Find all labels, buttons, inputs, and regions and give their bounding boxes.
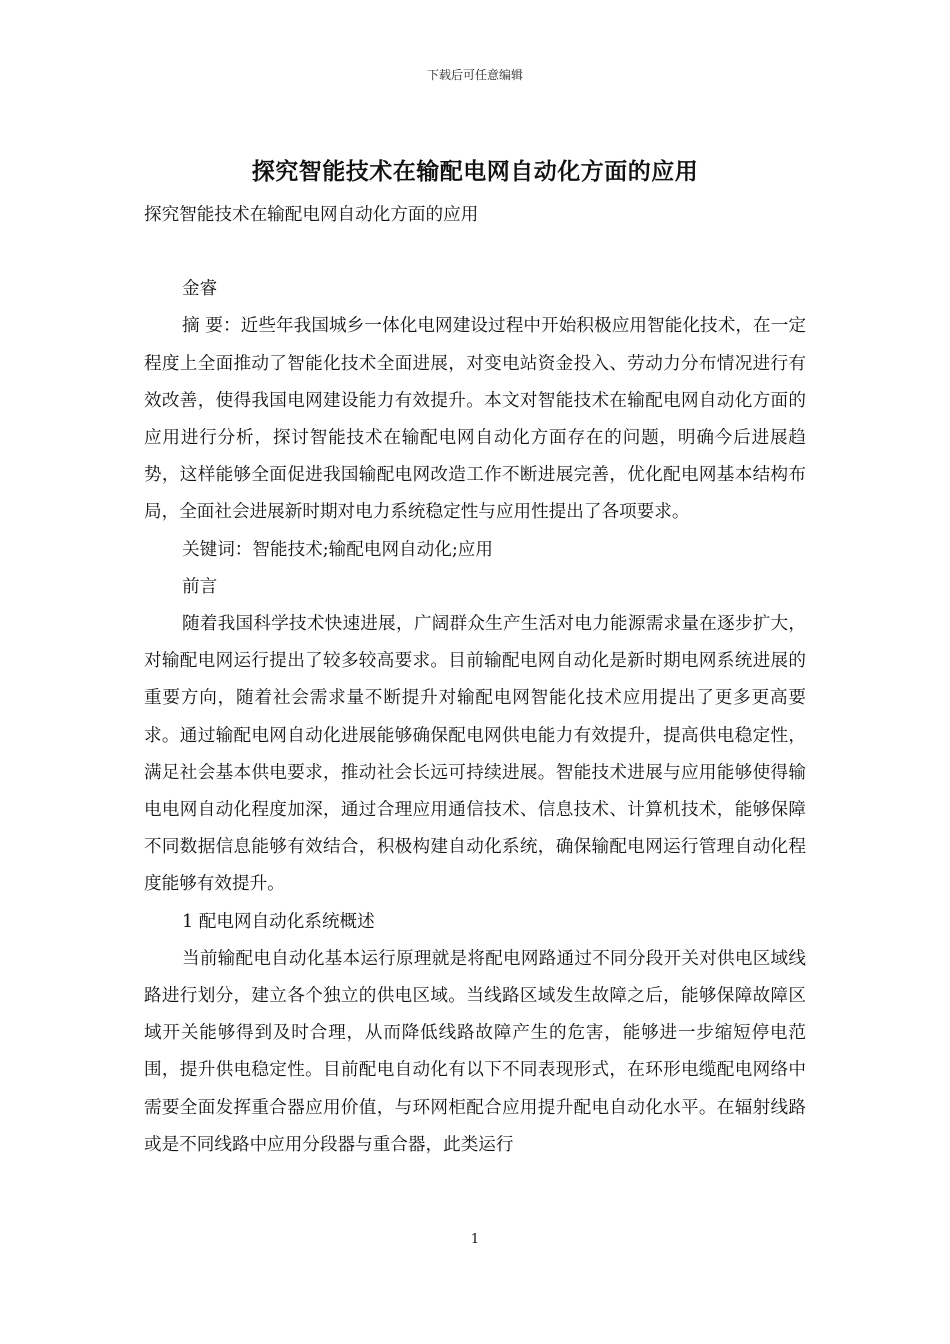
abstract-paragraph: 摘 要：近些年我国城乡一体化电网建设过程中开始积极应用智能化技术，在一定程度上全面推动了智能化技术全面进展，对变电站资金投入、劳动力分布情况进行有效改善，使得我国电网建设能力有效提升。本文对智能技术在输配电网自动化方面的应用进行分析，探讨智能技术在输配电网自动化方面存在的问题，明确今后进展趋势，这样能够全面促进我国输配电网改造工作不断进展完善，优化配电网基本结构布局，全面社会进展新时期对电力系统稳定性与应用性提出了各项要求。: [144, 316, 806, 523]
section-1-paragraph: 当前输配电自动化基本运行原理就是将配电网路通过不同分段开关对供电区域线路进行划分，建立各个独立的供电区域。当线路区域发生故障之后，能够保障故障区域开关能够得到及时合理，从而降低线路故障产生的危害，能够进一步缩短停电范围，提升供电稳定性。目前配电自动化有以下不同表现形式，在环形电缆配电网络中需要全面发挥重合器应用价值，与环网柜配合应用提升配电自动化水平。在辐射线路或是不同线路中应用分段器与重合器，此类运行: [144, 948, 806, 1155]
header-note: 下载后可任意编辑: [426, 68, 523, 82]
page-number: 1: [470, 1232, 480, 1247]
document-body: [144, 197, 806, 1164]
preface-heading: 前言: [182, 576, 218, 597]
document-subtitle: 探究智能技术在输配电网自动化方面的应用: [144, 205, 479, 225]
blank-line: [144, 234, 806, 271]
author-name: 金睿: [182, 279, 218, 300]
preface-paragraph: 随着我国科学技术快速进展，广阔群众生产生活对电力能源需求量在逐步扩大，对输配电网运行提出了较多较高要求。目前输配电网自动化是新时期电网系统进展的重要方向，随着社会需求量不断提升对输配电网智能化技术应用提出了更多更高要求。通过输配电网自动化进展能够确保配电网供电能力有效提升，提高供电稳定性，满足社会基本供电要求，推动社会长远可持续进展。智能技术进展与应用能够使得输电电网自动化程度加深，通过合理应用通信技术、信息技术、计算机技术，能够保障不同数据信息能够有效结合，积极构建自动化系统，确保输配电网运行管理自动化程度能够有效提升。: [144, 614, 806, 895]
section-1-heading: 1 配电网自动化系统概述: [182, 911, 375, 932]
document-title: 探究智能技术在输配电网自动化方面的应用: [251, 158, 699, 185]
keywords-line: 关键词：智能技术;输配电网自动化;应用: [182, 539, 493, 560]
